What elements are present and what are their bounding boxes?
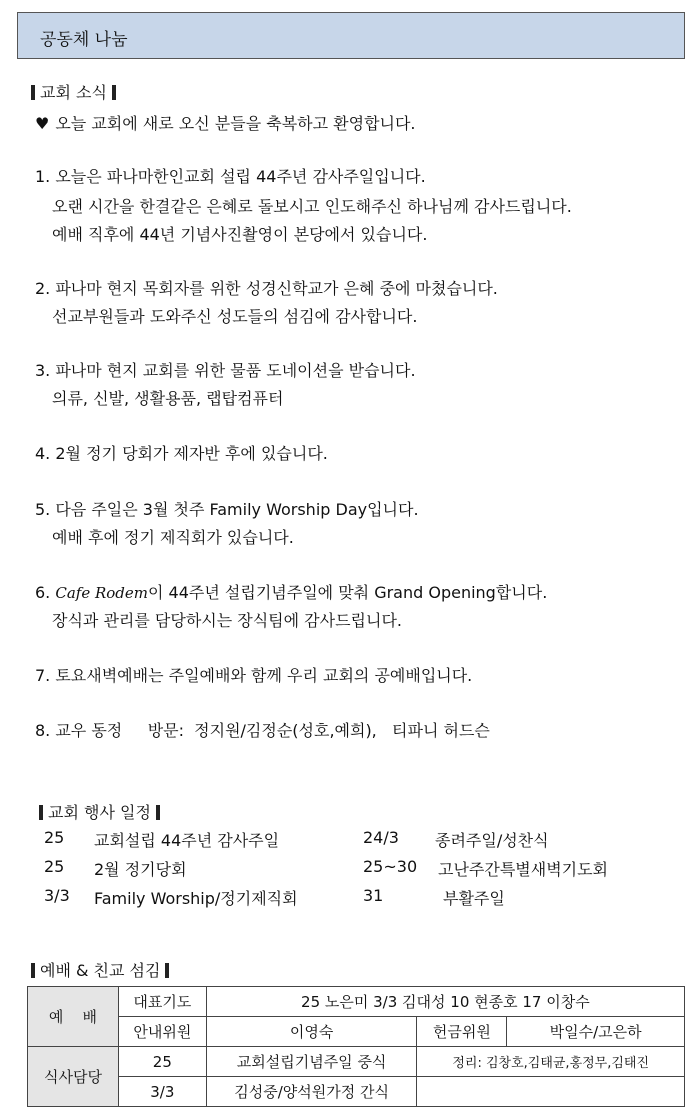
table-row [28, 987, 685, 1017]
schedule-event: 종려주일/성찬식 [435, 831, 549, 850]
title-bar-right [156, 805, 160, 820]
schedule-title-text: 교회 행사 일정 [48, 803, 151, 822]
service-section-title [31, 958, 174, 981]
service-title-text: 예배 & 친교 섬김 [40, 961, 161, 980]
news-item-3-line-2: 의류, 신발, 생활용품, 랩탑컴퓨터 [52, 389, 284, 408]
prayer-label: 대표기도 [118, 987, 206, 1017]
news-item-4-line-1: 4. 2월 정기 당회가 제자반 후에 있습니다. [35, 444, 328, 463]
schedule-date: 31 [363, 886, 384, 905]
offering-value: 박일수/고은하 [507, 1017, 685, 1047]
header-title: 공동체 나눔 [40, 30, 128, 50]
meal-desc: 교회설립기념주일 중식 [206, 1047, 417, 1077]
news-item-7-line-1: 7. 토요새벽예배는 주일예배와 함께 우리 교회의 공예배입니다. [35, 666, 473, 685]
meal-desc: 김성중/양석원가정 간식 [206, 1077, 417, 1107]
meal-note: 정리: 김창호,김태균,홍정무,김태진 [417, 1047, 685, 1077]
title-bar-left [31, 85, 35, 100]
meal-date: 3/3 [118, 1077, 206, 1107]
title-bar-right [112, 85, 116, 100]
news-item-6-rest: 이 44주년 설립기념주일에 맞춰 Grand Opening합니다. [148, 583, 548, 602]
schedule-event: 교회설립 44주년 감사주일 [94, 831, 280, 850]
usher-label: 안내위원 [118, 1017, 206, 1047]
offering-label: 헌금위원 [417, 1017, 507, 1047]
title-bar-left [31, 963, 35, 978]
welcome-line [35, 111, 416, 134]
cafe-name: Cafe Rodem [55, 584, 149, 602]
schedule-date: 3/3 [44, 886, 70, 905]
news-item-5-line-1: 5. 다음 주일은 3월 첫주 Family Worship Day입니다. [35, 500, 419, 519]
news-item-6-line-2: 장식과 관리를 담당하시는 장식팀에 감사드립니다. [52, 611, 403, 630]
meal-note [417, 1077, 685, 1107]
schedule-event: 2월 정기당회 [94, 860, 187, 879]
table-row [28, 1047, 685, 1077]
heart-icon: ♥ [35, 114, 50, 133]
schedule-date: 25 [44, 857, 65, 876]
section-header [17, 12, 685, 59]
news-item-1-line-3: 예배 직후에 44년 기념사진촬영이 본당에서 있습니다. [52, 225, 428, 244]
service-table [27, 986, 685, 1107]
worship-label: 예 배 [28, 987, 119, 1047]
table-row [28, 1077, 685, 1107]
news-title-text: 교회 소식 [40, 83, 107, 102]
meal-date: 25 [118, 1047, 206, 1077]
meal-label: 식사담당 [28, 1047, 119, 1107]
news-item-2-line-1: 2. 파나마 현지 목회자를 위한 성경신학교가 은혜 중에 마쳤습니다. [35, 279, 498, 298]
news-item-6-prefix: 6. [35, 583, 56, 602]
news-section-title [31, 80, 121, 103]
news-item-5-line-2: 예배 후에 정기 제직회가 있습니다. [52, 528, 294, 547]
schedule-date: 25~30 [363, 857, 418, 876]
schedule-event: 부활주일 [443, 889, 505, 908]
news-item-6-line-1 [35, 580, 547, 603]
schedule-event: Family Worship/정기제직회 [94, 889, 298, 908]
news-item-1-line-2: 오랜 시간을 한결같은 은혜로 돌보시고 인도해주신 하나님께 감사드립니다. [52, 197, 572, 216]
prayer-value: 25 노은미 3/3 김대성 10 현종호 17 이창수 [206, 987, 684, 1017]
usher-value: 이영숙 [206, 1017, 417, 1047]
schedule-date: 25 [44, 828, 65, 847]
news-item-8-line-1: 8. 교우 동정 방문: 정지원/김정순(성호,예희), 티파니 허드슨 [35, 721, 490, 740]
news-item-1-line-1: 1. 오늘은 파나마한인교회 설립 44주년 감사주일입니다. [35, 167, 426, 186]
title-bar-right [165, 963, 169, 978]
news-item-2-line-2: 선교부원들과 도와주신 성도들의 섬김에 감사합니다. [52, 307, 418, 326]
schedule-section-title [39, 800, 165, 823]
schedule-date: 24/3 [363, 828, 399, 847]
title-bar-left [39, 805, 43, 820]
welcome-text: 오늘 교회에 새로 오신 분들을 축복하고 환영합니다. [55, 114, 416, 133]
news-item-3-line-1: 3. 파나마 현지 교회를 위한 물품 도네이션을 받습니다. [35, 361, 416, 380]
table-row [28, 1017, 685, 1047]
schedule-event: 고난주간특별새벽기도회 [438, 860, 609, 879]
